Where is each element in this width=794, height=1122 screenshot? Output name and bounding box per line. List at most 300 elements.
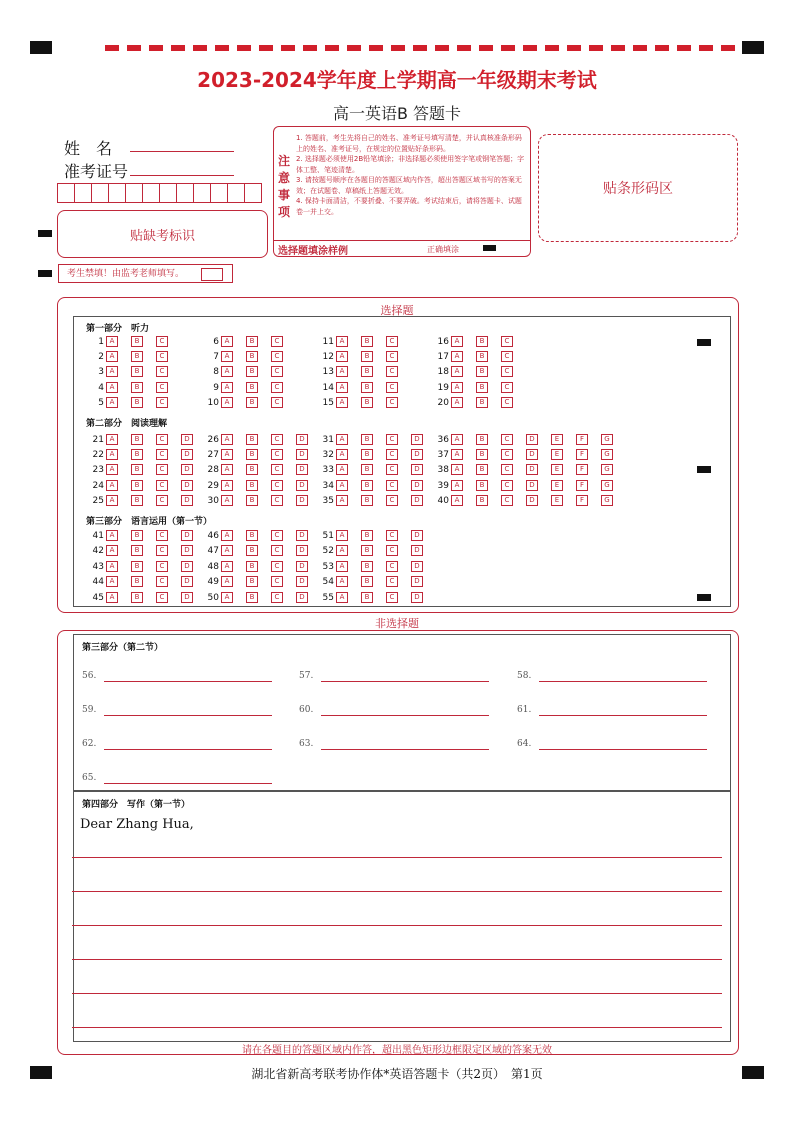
question-number: 23 bbox=[92, 464, 104, 475]
blank-line-63[interactable] bbox=[321, 749, 489, 750]
blank-line-58[interactable] bbox=[539, 681, 707, 682]
answer-bubble-a[interactable]: A bbox=[221, 592, 233, 603]
answer-bubble-a[interactable]: A bbox=[221, 545, 233, 556]
question-number: 17 bbox=[437, 351, 449, 362]
question-row bbox=[316, 449, 436, 460]
question-row bbox=[201, 434, 321, 445]
answer-bubble-b[interactable]: B bbox=[476, 449, 488, 460]
answer-bubble-c[interactable]: C bbox=[386, 449, 398, 460]
barcode-label: 贴条形码区 bbox=[603, 181, 673, 197]
answer-bubble-d[interactable]: D bbox=[411, 530, 423, 541]
answer-bubble-a[interactable]: A bbox=[336, 530, 348, 541]
answer-bubble-b[interactable]: B bbox=[131, 480, 143, 491]
answer-bubble-c[interactable]: C bbox=[501, 397, 513, 408]
answer-bubble-c[interactable]: C bbox=[271, 480, 283, 491]
answer-bubble-e[interactable]: E bbox=[551, 464, 563, 475]
writing-line[interactable] bbox=[72, 925, 722, 926]
writing-line[interactable] bbox=[72, 891, 722, 892]
question-row bbox=[316, 336, 411, 347]
question-row bbox=[201, 397, 296, 408]
answer-bubble-d[interactable]: D bbox=[181, 464, 193, 475]
answer-bubble-b[interactable]: B bbox=[246, 561, 258, 572]
question-number: 8 bbox=[213, 366, 219, 377]
answer-bubble-c[interactable]: C bbox=[501, 449, 513, 460]
answer-bubble-b[interactable]: B bbox=[361, 592, 373, 603]
notice-item: 1. 答题前，考生先将自己的姓名、准考证号填写清楚，并认真核准条形码上的姓名、准考证号，在规定的位置贴好条形码。 bbox=[296, 134, 522, 153]
exam-no-label: 准考证号 bbox=[64, 162, 129, 181]
answer-bubble-a[interactable]: A bbox=[336, 366, 348, 377]
answer-bubble-b[interactable]: B bbox=[476, 480, 488, 491]
answer-bubble-b[interactable]: B bbox=[246, 336, 258, 347]
answer-bubble-c[interactable]: C bbox=[156, 366, 168, 377]
answer-bubble-c[interactable]: C bbox=[271, 351, 283, 362]
answer-bubble-b[interactable]: B bbox=[361, 561, 373, 572]
question-row bbox=[86, 592, 206, 603]
page-footer: 湖北省新高考联考协作体*英语答题卡（共2页） 第1页 bbox=[251, 1067, 543, 1081]
answer-bubble-g[interactable]: G bbox=[601, 449, 613, 460]
answer-bubble-a[interactable]: A bbox=[451, 366, 463, 377]
corner-mark bbox=[742, 41, 764, 54]
blank-line-59[interactable] bbox=[104, 715, 272, 716]
answer-bubble-g[interactable]: G bbox=[601, 480, 613, 491]
answer-bubble-d[interactable]: D bbox=[411, 592, 423, 603]
answer-bubble-c[interactable]: C bbox=[156, 545, 168, 556]
answer-bubble-a[interactable]: A bbox=[336, 434, 348, 445]
question-row bbox=[86, 351, 181, 362]
answer-bubble-a[interactable]: A bbox=[106, 449, 118, 460]
answer-bubble-b[interactable]: B bbox=[131, 449, 143, 460]
answer-bubble-b[interactable]: B bbox=[131, 545, 143, 556]
question-number: 29 bbox=[207, 480, 219, 491]
answer-bubble-a[interactable]: A bbox=[106, 464, 118, 475]
answer-bubble-a[interactable]: A bbox=[451, 449, 463, 460]
question-row bbox=[431, 449, 626, 460]
question-row bbox=[86, 449, 206, 460]
answer-bubble-a[interactable]: A bbox=[221, 449, 233, 460]
answer-bubble-a[interactable]: A bbox=[221, 495, 233, 506]
answer-bubble-b[interactable]: B bbox=[246, 382, 258, 393]
answer-bubble-a[interactable]: A bbox=[336, 495, 348, 506]
answer-bubble-b[interactable]: B bbox=[246, 464, 258, 475]
blank-line-56[interactable] bbox=[104, 681, 272, 682]
answer-bubble-b[interactable]: B bbox=[246, 449, 258, 460]
answer-bubble-c[interactable]: C bbox=[156, 495, 168, 506]
answer-bubble-b[interactable]: B bbox=[361, 545, 373, 556]
answer-bubble-b[interactable]: B bbox=[476, 397, 488, 408]
answer-bubble-c[interactable]: C bbox=[271, 397, 283, 408]
blank-line-60[interactable] bbox=[321, 715, 489, 716]
answer-bubble-a[interactable]: A bbox=[106, 382, 118, 393]
answer-bubble-c[interactable]: C bbox=[501, 351, 513, 362]
answer-bubble-c[interactable]: C bbox=[386, 464, 398, 475]
answer-bubble-b[interactable]: B bbox=[476, 366, 488, 377]
page-subtitle: 高一英语B 答题卡 bbox=[332, 104, 462, 123]
answer-bubble-d[interactable]: D bbox=[296, 576, 308, 587]
answer-bubble-c[interactable]: C bbox=[271, 530, 283, 541]
answer-bubble-c[interactable]: C bbox=[386, 530, 398, 541]
answer-bubble-d[interactable]: D bbox=[296, 480, 308, 491]
proctor-only-field bbox=[58, 264, 233, 283]
answer-bubble-c[interactable]: C bbox=[156, 434, 168, 445]
answer-bubble-b[interactable]: B bbox=[476, 434, 488, 445]
answer-bubble-e[interactable]: E bbox=[551, 449, 563, 460]
answer-bubble-b[interactable]: B bbox=[131, 366, 143, 377]
correct-fill-label: 正确填涂 bbox=[427, 245, 459, 254]
notice-item: 3. 请按题号顺序在各题目的答题区域内作答，超出答题区域书写的答案无效；在试题卷、草稿纸上答题无效。 bbox=[296, 176, 522, 195]
answer-bubble-c[interactable]: C bbox=[501, 366, 513, 377]
answer-bubble-b[interactable]: B bbox=[476, 495, 488, 506]
question-row bbox=[86, 434, 206, 445]
answer-bubble-b[interactable]: B bbox=[361, 366, 373, 377]
answer-bubble-c[interactable]: C bbox=[156, 382, 168, 393]
answer-bubble-d[interactable]: D bbox=[526, 434, 538, 445]
answer-bubble-a[interactable]: A bbox=[336, 561, 348, 572]
answer-bubble-c[interactable]: C bbox=[386, 336, 398, 347]
blank-line-57[interactable] bbox=[321, 681, 489, 682]
answer-bubble-g[interactable]: G bbox=[601, 464, 613, 475]
answer-bubble-b[interactable]: B bbox=[131, 561, 143, 572]
answer-bubble-c[interactable]: C bbox=[271, 576, 283, 587]
answer-bubble-b[interactable]: B bbox=[131, 336, 143, 347]
answer-bubble-c[interactable]: C bbox=[156, 397, 168, 408]
writing-line[interactable] bbox=[72, 959, 722, 960]
answer-bubble-b[interactable]: B bbox=[476, 464, 488, 475]
answer-bubble-b[interactable]: B bbox=[361, 530, 373, 541]
answer-bubble-b[interactable]: B bbox=[131, 530, 143, 541]
answer-bubble-a[interactable]: A bbox=[221, 434, 233, 445]
answer-bubble-c[interactable]: C bbox=[271, 561, 283, 572]
question-number: 37 bbox=[437, 449, 449, 460]
answer-bubble-d[interactable]: D bbox=[181, 576, 193, 587]
answer-bubble-b[interactable]: B bbox=[131, 495, 143, 506]
answer-bubble-b[interactable]: B bbox=[131, 464, 143, 475]
answer-bubble-d[interactable]: D bbox=[526, 480, 538, 491]
notice-box bbox=[273, 126, 531, 257]
answer-bubble-a[interactable]: A bbox=[336, 351, 348, 362]
answer-bubble-c[interactable]: C bbox=[156, 576, 168, 587]
answer-bubble-d[interactable]: D bbox=[411, 545, 423, 556]
question-row bbox=[201, 576, 321, 587]
answer-bubble-b[interactable]: B bbox=[246, 545, 258, 556]
answer-bubble-a[interactable]: A bbox=[336, 397, 348, 408]
question-row bbox=[316, 434, 436, 445]
answer-bubble-b[interactable]: B bbox=[246, 397, 258, 408]
answer-bubble-b[interactable]: B bbox=[246, 576, 258, 587]
answer-bubble-d[interactable]: D bbox=[526, 495, 538, 506]
answer-bubble-c[interactable]: C bbox=[501, 464, 513, 475]
answer-bubble-a[interactable]: A bbox=[336, 336, 348, 347]
answer-bubble-c[interactable]: C bbox=[156, 449, 168, 460]
answer-bubble-c[interactable]: C bbox=[386, 434, 398, 445]
question-row bbox=[431, 397, 526, 408]
part3-title: 第三部分 语言运用（第一节） bbox=[86, 517, 213, 527]
answer-bubble-a[interactable]: A bbox=[221, 464, 233, 475]
question-number: 26 bbox=[207, 434, 219, 445]
question-row bbox=[201, 464, 321, 475]
answer-bubble-d[interactable]: D bbox=[181, 495, 193, 506]
blank-line-64[interactable] bbox=[539, 749, 707, 750]
answer-bubble-d[interactable]: D bbox=[296, 464, 308, 475]
answer-bubble-c[interactable]: C bbox=[156, 336, 168, 347]
blank-number: 57. bbox=[299, 671, 314, 681]
answer-bubble-c[interactable]: C bbox=[386, 366, 398, 377]
answer-bubble-b[interactable]: B bbox=[131, 351, 143, 362]
answer-bubble-a[interactable]: A bbox=[451, 397, 463, 408]
answer-bubble-a[interactable]: A bbox=[221, 480, 233, 491]
answer-bubble-a[interactable]: A bbox=[221, 561, 233, 572]
question-number: 4 bbox=[98, 382, 104, 393]
question-number: 33 bbox=[322, 464, 334, 475]
answer-bubble-b[interactable]: B bbox=[246, 530, 258, 541]
answer-bubble-b[interactable]: B bbox=[246, 495, 258, 506]
question-number: 38 bbox=[437, 464, 449, 475]
writing-line[interactable] bbox=[72, 993, 722, 994]
answer-bubble-d[interactable]: D bbox=[296, 434, 308, 445]
answer-bubble-b[interactable]: B bbox=[476, 336, 488, 347]
answer-bubble-c[interactable]: C bbox=[501, 480, 513, 491]
answer-bubble-d[interactable]: D bbox=[296, 592, 308, 603]
answer-bubble-a[interactable]: A bbox=[106, 530, 118, 541]
answer-bubble-a[interactable]: A bbox=[106, 336, 118, 347]
writing-line[interactable] bbox=[72, 1027, 722, 1028]
answer-bubble-a[interactable]: A bbox=[451, 480, 463, 491]
missing-mark-label: 贴缺考标识 bbox=[129, 228, 195, 244]
question-row bbox=[316, 351, 411, 362]
answer-bubble-d[interactable]: D bbox=[296, 561, 308, 572]
answer-bubble-c[interactable]: C bbox=[271, 449, 283, 460]
question-row bbox=[86, 576, 206, 587]
answer-bubble-d[interactable]: D bbox=[411, 434, 423, 445]
answer-bubble-f[interactable]: F bbox=[576, 480, 588, 491]
answer-bubble-d[interactable]: D bbox=[526, 464, 538, 475]
answer-bubble-d[interactable]: D bbox=[296, 495, 308, 506]
answer-bubble-a[interactable]: A bbox=[451, 336, 463, 347]
question-row bbox=[201, 561, 321, 572]
answer-bubble-c[interactable]: C bbox=[156, 464, 168, 475]
answer-bubble-a[interactable]: A bbox=[106, 366, 118, 377]
answer-bubble-g[interactable]: G bbox=[601, 495, 613, 506]
blank-line-65[interactable] bbox=[104, 783, 272, 784]
answer-bubble-d[interactable]: D bbox=[411, 480, 423, 491]
question-number: 21 bbox=[92, 434, 104, 445]
answer-bubble-d[interactable]: D bbox=[526, 449, 538, 460]
blank-number: 63. bbox=[299, 739, 314, 749]
answer-bubble-c[interactable]: C bbox=[386, 592, 398, 603]
answer-bubble-e[interactable]: E bbox=[551, 495, 563, 506]
name-field[interactable] bbox=[130, 151, 234, 152]
answer-bubble-b[interactable]: B bbox=[246, 351, 258, 362]
answer-bubble-d[interactable]: D bbox=[411, 495, 423, 506]
answer-bubble-d[interactable]: D bbox=[296, 545, 308, 556]
answer-bubble-a[interactable]: A bbox=[106, 561, 118, 572]
question-row bbox=[431, 336, 526, 347]
answer-bubble-g[interactable]: G bbox=[601, 434, 613, 445]
answer-bubble-c[interactable]: C bbox=[386, 480, 398, 491]
answer-bubble-a[interactable]: A bbox=[336, 382, 348, 393]
answer-bubble-d[interactable]: D bbox=[181, 530, 193, 541]
answer-bubble-d[interactable]: D bbox=[411, 449, 423, 460]
fill-sample-label: 选择题填涂样例 bbox=[278, 246, 348, 257]
question-row bbox=[86, 382, 181, 393]
answer-bubble-d[interactable]: D bbox=[181, 592, 193, 603]
answer-bubble-c[interactable]: C bbox=[271, 592, 283, 603]
answer-bubble-b[interactable]: B bbox=[131, 382, 143, 393]
answer-bubble-b[interactable]: B bbox=[361, 576, 373, 587]
answer-bubble-b[interactable]: B bbox=[131, 434, 143, 445]
answer-bubble-c[interactable]: C bbox=[386, 545, 398, 556]
answer-bubble-c[interactable]: C bbox=[386, 495, 398, 506]
writing-line[interactable] bbox=[72, 857, 722, 858]
blank-number: 65. bbox=[82, 773, 97, 783]
answer-bubble-a[interactable]: A bbox=[336, 545, 348, 556]
question-number: 54 bbox=[322, 576, 334, 587]
answer-bubble-f[interactable]: F bbox=[576, 434, 588, 445]
answer-bubble-a[interactable]: A bbox=[451, 382, 463, 393]
answer-bubble-c[interactable]: C bbox=[386, 576, 398, 587]
answer-bubble-c[interactable]: C bbox=[386, 351, 398, 362]
answer-bubble-c[interactable]: C bbox=[501, 495, 513, 506]
answer-bubble-d[interactable]: D bbox=[181, 449, 193, 460]
answer-bubble-b[interactable]: B bbox=[246, 434, 258, 445]
answer-bubble-a[interactable]: A bbox=[451, 495, 463, 506]
answer-bubble-c[interactable]: C bbox=[271, 336, 283, 347]
question-number: 55 bbox=[322, 592, 334, 603]
answer-bubble-c[interactable]: C bbox=[271, 382, 283, 393]
answer-bubble-d[interactable]: D bbox=[296, 449, 308, 460]
top-dash-border bbox=[105, 45, 735, 51]
answer-bubble-b[interactable]: B bbox=[361, 434, 373, 445]
answer-bubble-e[interactable]: E bbox=[551, 480, 563, 491]
missing-mark-area bbox=[57, 210, 268, 258]
blank-line-61[interactable] bbox=[539, 715, 707, 716]
answer-bubble-a[interactable]: A bbox=[106, 545, 118, 556]
answer-bubble-d[interactable]: D bbox=[411, 561, 423, 572]
question-number: 49 bbox=[207, 576, 219, 587]
answer-bubble-a[interactable]: A bbox=[106, 397, 118, 408]
answer-bubble-c[interactable]: C bbox=[156, 530, 168, 541]
answer-bubble-a[interactable]: A bbox=[221, 366, 233, 377]
answer-bubble-b[interactable]: B bbox=[361, 382, 373, 393]
question-row bbox=[201, 545, 321, 556]
question-row bbox=[316, 545, 436, 556]
answer-bubble-c[interactable]: C bbox=[386, 397, 398, 408]
question-number: 3 bbox=[98, 366, 104, 377]
answer-bubble-e[interactable]: E bbox=[551, 434, 563, 445]
answer-bubble-c[interactable]: C bbox=[501, 382, 513, 393]
answer-bubble-a[interactable]: A bbox=[336, 464, 348, 475]
answer-bubble-c[interactable]: C bbox=[501, 336, 513, 347]
answer-bubble-b[interactable]: B bbox=[131, 576, 143, 587]
answer-bubble-d[interactable]: D bbox=[411, 576, 423, 587]
answer-bubble-c[interactable]: C bbox=[271, 495, 283, 506]
answer-bubble-a[interactable]: A bbox=[336, 449, 348, 460]
answer-bubble-a[interactable]: A bbox=[336, 576, 348, 587]
answer-bubble-b[interactable]: B bbox=[361, 495, 373, 506]
answer-bubble-d[interactable]: D bbox=[296, 530, 308, 541]
answer-bubble-b[interactable]: B bbox=[131, 397, 143, 408]
question-number: 19 bbox=[437, 382, 449, 393]
exam-no-boxes[interactable] bbox=[58, 183, 262, 203]
answer-bubble-c[interactable]: C bbox=[271, 545, 283, 556]
answer-bubble-b[interactable]: B bbox=[131, 592, 143, 603]
answer-bubble-c[interactable]: C bbox=[386, 382, 398, 393]
answer-bubble-a[interactable]: A bbox=[221, 576, 233, 587]
answer-bubble-f[interactable]: F bbox=[576, 464, 588, 475]
answer-bubble-a[interactable]: A bbox=[106, 592, 118, 603]
answer-bubble-a[interactable]: A bbox=[221, 351, 233, 362]
answer-bubble-a[interactable]: A bbox=[221, 336, 233, 347]
answer-bubble-b[interactable]: B bbox=[361, 480, 373, 491]
answer-bubble-b[interactable]: B bbox=[476, 351, 488, 362]
timing-mark bbox=[697, 594, 711, 601]
answer-bubble-a[interactable]: A bbox=[451, 434, 463, 445]
answer-bubble-a[interactable]: A bbox=[336, 592, 348, 603]
answer-bubble-a[interactable]: A bbox=[336, 480, 348, 491]
answer-bubble-a[interactable]: A bbox=[221, 382, 233, 393]
answer-bubble-a[interactable]: A bbox=[106, 495, 118, 506]
answer-bubble-c[interactable]: C bbox=[271, 434, 283, 445]
question-row bbox=[316, 397, 411, 408]
answer-bubble-c[interactable]: C bbox=[156, 561, 168, 572]
question-row bbox=[201, 366, 296, 377]
answer-bubble-a[interactable]: A bbox=[221, 397, 233, 408]
answer-bubble-a[interactable]: A bbox=[451, 351, 463, 362]
answer-bubble-b[interactable]: B bbox=[361, 351, 373, 362]
answer-bubble-b[interactable]: B bbox=[246, 480, 258, 491]
answer-bubble-c[interactable]: C bbox=[156, 351, 168, 362]
question-number: 14 bbox=[322, 382, 334, 393]
answer-bubble-a[interactable]: A bbox=[106, 480, 118, 491]
answer-bubble-d[interactable]: D bbox=[411, 464, 423, 475]
answer-bubble-b[interactable]: B bbox=[361, 397, 373, 408]
answer-bubble-a[interactable]: A bbox=[221, 530, 233, 541]
question-number: 34 bbox=[322, 480, 334, 491]
answer-bubble-b[interactable]: B bbox=[476, 382, 488, 393]
question-number: 16 bbox=[437, 336, 449, 347]
answer-bubble-a[interactable]: A bbox=[451, 464, 463, 475]
answer-bubble-b[interactable]: B bbox=[246, 366, 258, 377]
blank-line-62[interactable] bbox=[104, 749, 272, 750]
answer-bubble-a[interactable]: A bbox=[106, 351, 118, 362]
answer-bubble-a[interactable]: A bbox=[106, 576, 118, 587]
answer-bubble-c[interactable]: C bbox=[501, 434, 513, 445]
answer-bubble-b[interactable]: B bbox=[361, 464, 373, 475]
answer-bubble-c[interactable]: C bbox=[386, 561, 398, 572]
answer-bubble-f[interactable]: F bbox=[576, 449, 588, 460]
answer-bubble-c[interactable]: C bbox=[271, 464, 283, 475]
question-row bbox=[86, 530, 206, 541]
answer-bubble-f[interactable]: F bbox=[576, 495, 588, 506]
answer-bubble-d[interactable]: D bbox=[181, 545, 193, 556]
proctor-check-box[interactable] bbox=[201, 268, 223, 281]
timing-mark bbox=[697, 466, 711, 473]
question-number: 24 bbox=[92, 480, 104, 491]
answer-bubble-b[interactable]: B bbox=[246, 592, 258, 603]
answer-bubble-a[interactable]: A bbox=[106, 434, 118, 445]
answer-bubble-b[interactable]: B bbox=[361, 336, 373, 347]
answer-bubble-c[interactable]: C bbox=[156, 592, 168, 603]
answer-bubble-c[interactable]: C bbox=[271, 366, 283, 377]
answer-bubble-d[interactable]: D bbox=[181, 434, 193, 445]
question-row bbox=[201, 336, 296, 347]
question-number: 31 bbox=[322, 434, 334, 445]
answer-bubble-d[interactable]: D bbox=[181, 480, 193, 491]
answer-bubble-c[interactable]: C bbox=[156, 480, 168, 491]
notice-item: 2. 选择题必须使用2B铅笔填涂；非选择题必须使用签字笔或钢笔答题；字体工整、笔迹清楚。 bbox=[296, 155, 525, 174]
answer-bubble-b[interactable]: B bbox=[361, 449, 373, 460]
answer-bubble-d[interactable]: D bbox=[181, 561, 193, 572]
question-row bbox=[431, 382, 526, 393]
